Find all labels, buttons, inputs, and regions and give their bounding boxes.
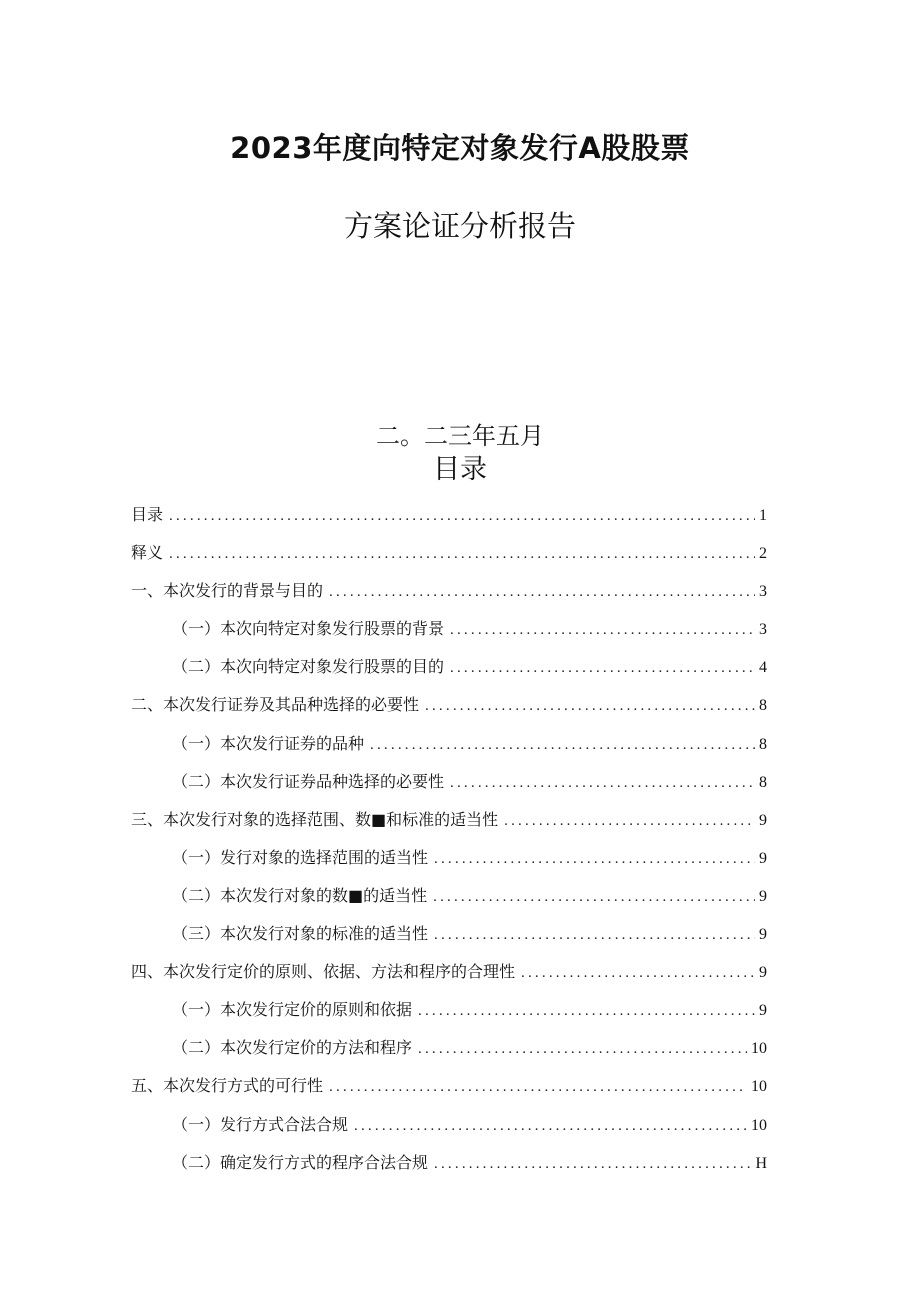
toc-entry[interactable] (131, 537, 767, 575)
toc-entry-label: 释义 (131, 543, 164, 563)
toc-entry-page-number: 10 (751, 1116, 767, 1134)
toc-entry[interactable] (131, 1147, 767, 1185)
toc-dot-leader (370, 729, 755, 761)
toc-entry[interactable] (131, 689, 767, 727)
toc-entry-label: （二）本次向特定对象发行股票的目的 (172, 657, 445, 677)
toc-dot-leader (434, 919, 755, 951)
toc-entry[interactable] (131, 880, 767, 918)
toc-entry-page-number: 10 (751, 1078, 767, 1096)
toc-entry-page-number: 3 (759, 621, 767, 639)
report-title-line1: 2023年度向特定对象发行A股股票 (230, 131, 690, 165)
toc-entry[interactable] (131, 613, 767, 651)
toc-dot-leader (418, 995, 755, 1027)
toc-dot-leader (450, 614, 755, 646)
toc-dot-leader (354, 1110, 747, 1142)
toc-entry-label: （二）本次发行定价的方法和程序 (172, 1038, 413, 1058)
toc-entry[interactable] (131, 994, 767, 1032)
toc-entry-page-number: 9 (759, 964, 767, 982)
toc-entry-page-number: H (755, 1154, 767, 1172)
table-of-contents (131, 499, 767, 1185)
toc-entry-page-number: 10 (751, 1040, 767, 1058)
toc-dot-leader (169, 538, 755, 570)
toc-dot-leader (521, 957, 755, 989)
toc-entry-page-number: 9 (759, 849, 767, 867)
toc-entry-label: （三）本次发行对象的标准的适当性 (172, 924, 429, 944)
toc-dot-leader (434, 843, 755, 875)
toc-entry-page-number: 8 (759, 697, 767, 715)
toc-entry-page-number: 1 (759, 507, 767, 524)
toc-entry[interactable] (131, 804, 767, 842)
toc-entry-label: （一）本次发行证券的品种 (172, 733, 365, 753)
toc-entry-label: 四、本次发行定价的原则、依据、方法和程序的合理性 (131, 962, 516, 982)
toc-entry-label: （一）发行对象的选择范围的适当性 (172, 847, 429, 867)
toc-entry[interactable] (131, 499, 767, 537)
toc-entry[interactable] (131, 651, 767, 689)
toc-entry[interactable] (131, 1070, 767, 1108)
toc-dot-leader (329, 1071, 747, 1103)
toc-entry-page-number: 9 (759, 811, 767, 829)
toc-dot-leader (504, 805, 755, 837)
toc-entry-label: 五、本次发行方式的可行性 (131, 1076, 324, 1096)
toc-entry[interactable] (131, 1032, 767, 1070)
toc-dot-leader (425, 690, 755, 722)
toc-entry-label: （一）本次发行定价的原则和依据 (172, 1000, 413, 1020)
toc-entry[interactable] (131, 575, 767, 613)
toc-entry-label: （二）本次发行对象的数■的适当性 (172, 885, 428, 905)
toc-entry-label: （一）发行方式合法合规 (172, 1114, 349, 1134)
toc-entry[interactable] (131, 918, 767, 956)
toc-entry[interactable] (131, 766, 767, 804)
toc-entry-page-number: 9 (759, 1002, 767, 1020)
toc-dot-leader (433, 881, 755, 913)
toc-dot-leader (329, 576, 755, 608)
report-date: 二。二三年五月 (376, 422, 544, 450)
toc-entry[interactable] (131, 956, 767, 994)
toc-entry-label: （二）确定发行方式的程序合法合规 (172, 1152, 429, 1172)
toc-entry-label: 一、本次发行的背景与目的 (131, 581, 324, 601)
toc-entry-label: （一）本次向特定对象发行股票的背景 (172, 619, 445, 639)
toc-dot-leader (434, 1148, 751, 1180)
toc-entry-label: 目录 (131, 505, 164, 524)
toc-heading: 目录 (433, 454, 487, 485)
toc-entry-page-number: 9 (759, 926, 767, 944)
toc-entry[interactable] (131, 842, 767, 880)
toc-entry-page-number: 4 (759, 659, 767, 677)
toc-entry-page-number: 8 (759, 735, 767, 753)
toc-entry-label: 三、本次发行对象的选择范围、数■和标准的适当性 (131, 809, 499, 829)
toc-entry[interactable] (131, 1109, 767, 1147)
toc-dot-leader (418, 1033, 747, 1065)
report-title-line2: 方案论证分析报告 (343, 209, 576, 243)
toc-entry-label: （二）本次发行证券品种选择的必要性 (172, 771, 445, 791)
toc-entry-page-number: 3 (759, 583, 767, 601)
toc-entry-page-number: 9 (759, 887, 767, 905)
toc-entry-label: 二、本次发行证券及其品种选择的必要性 (131, 695, 420, 715)
toc-entry[interactable] (131, 728, 767, 766)
toc-dot-leader (450, 652, 755, 684)
toc-dot-leader (169, 500, 755, 532)
toc-entry-page-number: 2 (759, 545, 767, 563)
toc-dot-leader (450, 767, 755, 799)
toc-entry-page-number: 8 (759, 773, 767, 791)
